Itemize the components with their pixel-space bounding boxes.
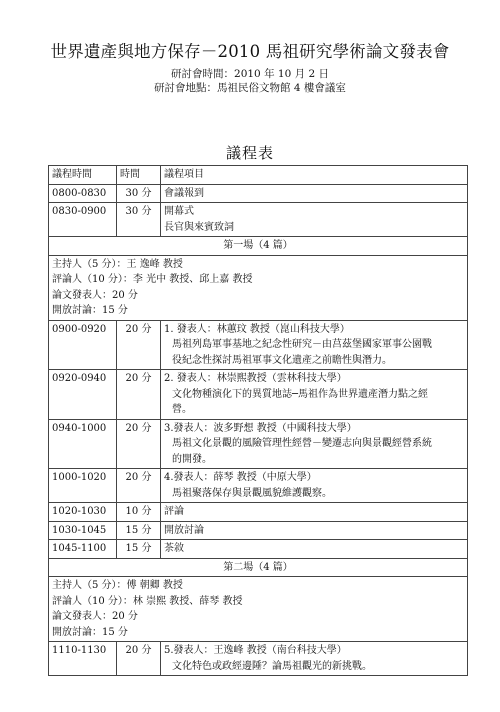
item-description-line: 役紀念性探討馬祖軍事文化遺產之前瞻性與潛力。 <box>172 354 392 366</box>
row-time: 0830-0900 <box>49 203 117 237</box>
header-duration: 時間 <box>117 166 161 185</box>
item-line: 茶敘 <box>164 543 184 554</box>
row-time: 1020-1030 <box>49 503 117 522</box>
item-description-line: 營。 <box>172 404 192 415</box>
row-time: 1000-1020 <box>49 469 117 503</box>
row-duration: 20 分 <box>117 469 161 503</box>
session-heading-row <box>49 558 468 577</box>
table-row <box>49 521 468 540</box>
row-time: 1045-1100 <box>49 540 117 559</box>
item-description-line: 馬祖列島軍事基地之紀念性研究－由莒茲堡國家軍事公園戰 <box>172 339 432 350</box>
session-info-line: 主持人（5 分）：王 逸峰 教授 <box>52 258 183 270</box>
item-description-line: 文化特色或政經邊陲？論馬祖觀光的新挑戰。 <box>172 660 372 672</box>
header-session-time: 議程時間 <box>49 166 117 185</box>
item-description-line: 文化物種演化下的異質地誌─馬祖作為世界遺產潛力點之經 <box>172 388 429 400</box>
session-info-line: 主持人（5 分）：傅 朝卿 教授 <box>52 580 183 591</box>
item-line: 3.發表人：波多野想 教授（中國科技大學） <box>164 422 357 434</box>
item-description-line: 的開發。 <box>172 453 212 465</box>
table-header-row <box>49 166 468 185</box>
row-time: 0920-0940 <box>49 370 117 420</box>
row-time: 1110-1130 <box>49 642 117 676</box>
item-line: 5.發表人：王逸峰 教授（南台科技大學） <box>164 645 347 656</box>
table-row <box>49 469 468 503</box>
table-row <box>49 540 468 559</box>
session-info-line: 論文發表人：20 分 <box>52 611 138 622</box>
row-duration: 20 分 <box>117 370 161 420</box>
row-item <box>161 540 468 559</box>
row-item <box>161 203 468 237</box>
row-item <box>161 469 468 503</box>
row-duration: 30 分 <box>117 203 161 237</box>
row-time: 0940-1000 <box>49 419 117 469</box>
row-item <box>161 419 468 469</box>
item-description-line: 馬祖文化景觀的風險管理性經營－變遷志向與景觀經營系統 <box>172 438 432 449</box>
row-item <box>161 184 468 203</box>
document-title: 世界遺產與地方保存－2010 馬祖研究學術論文發表會 <box>50 42 450 61</box>
session-info-line: 論文發表人：20 分 <box>52 289 138 301</box>
row-duration: 30 分 <box>117 184 161 203</box>
session-heading: 第二場（4 篇） <box>49 558 468 577</box>
item-line: 評論 <box>164 506 184 517</box>
row-time: 0900-0920 <box>49 320 117 370</box>
row-duration: 15 分 <box>117 521 161 540</box>
row-item <box>161 370 468 420</box>
table-row <box>49 370 468 420</box>
item-line: 長官與來賓致詞 <box>164 221 234 233</box>
table-row <box>49 419 468 469</box>
session-info-line: 開放討論：15 分 <box>52 626 128 638</box>
table-row <box>49 203 468 237</box>
item-description-line: 馬祖聚落保存與景觀風貌維護觀察。 <box>172 487 332 499</box>
row-time: 1030-1045 <box>49 521 117 540</box>
item-line: 2. 發表人：林崇熙教授（雲林科技大學） <box>164 373 347 384</box>
row-duration: 15 分 <box>117 540 161 559</box>
row-item <box>161 320 468 370</box>
agenda-heading: 議程表 <box>225 144 274 162</box>
conference-venue: 研討會地點：馬祖民俗文物館 4 樓會議室 <box>154 82 346 94</box>
session-info-line: 評論人（10 分）：李 光中 教授、邱上嘉 教授 <box>52 274 253 285</box>
row-item <box>161 521 468 540</box>
item-line: 4.發表人：薛琴 教授（中原大學） <box>164 472 317 483</box>
row-item <box>161 642 468 676</box>
table-row <box>49 320 468 370</box>
item-line: 開幕式 <box>164 206 194 217</box>
item-line: 會議報到 <box>164 187 204 199</box>
table-row <box>49 642 468 676</box>
header-agenda-item: 議程項目 <box>161 166 468 185</box>
session-info-line: 開放討論：15 分 <box>52 305 128 316</box>
row-duration: 20 分 <box>117 320 161 370</box>
table-row <box>49 503 468 522</box>
agenda-body <box>49 166 468 676</box>
row-duration: 20 分 <box>117 419 161 469</box>
session-info <box>49 255 468 320</box>
item-line: 1. 發表人：林蕙玟 教授（崑山科技大學） <box>164 323 350 335</box>
item-line: 開放討論 <box>164 524 204 536</box>
row-time: 0800-0830 <box>49 184 117 203</box>
session-info <box>49 577 468 642</box>
session-heading-row <box>49 237 468 256</box>
table-row <box>49 184 468 203</box>
session-info-row <box>49 577 468 642</box>
conference-date: 研討會時間：2010 年 10 月 2 日 <box>171 68 329 80</box>
session-heading: 第一場（4 篇） <box>49 237 468 256</box>
agenda-table <box>48 165 468 676</box>
session-info-row <box>49 255 468 320</box>
row-duration: 10 分 <box>117 503 161 522</box>
row-item <box>161 503 468 522</box>
row-duration: 20 分 <box>117 642 161 676</box>
session-info-line: 評論人（10 分）：林 崇熙 教授、薛琴 教授 <box>52 595 243 607</box>
